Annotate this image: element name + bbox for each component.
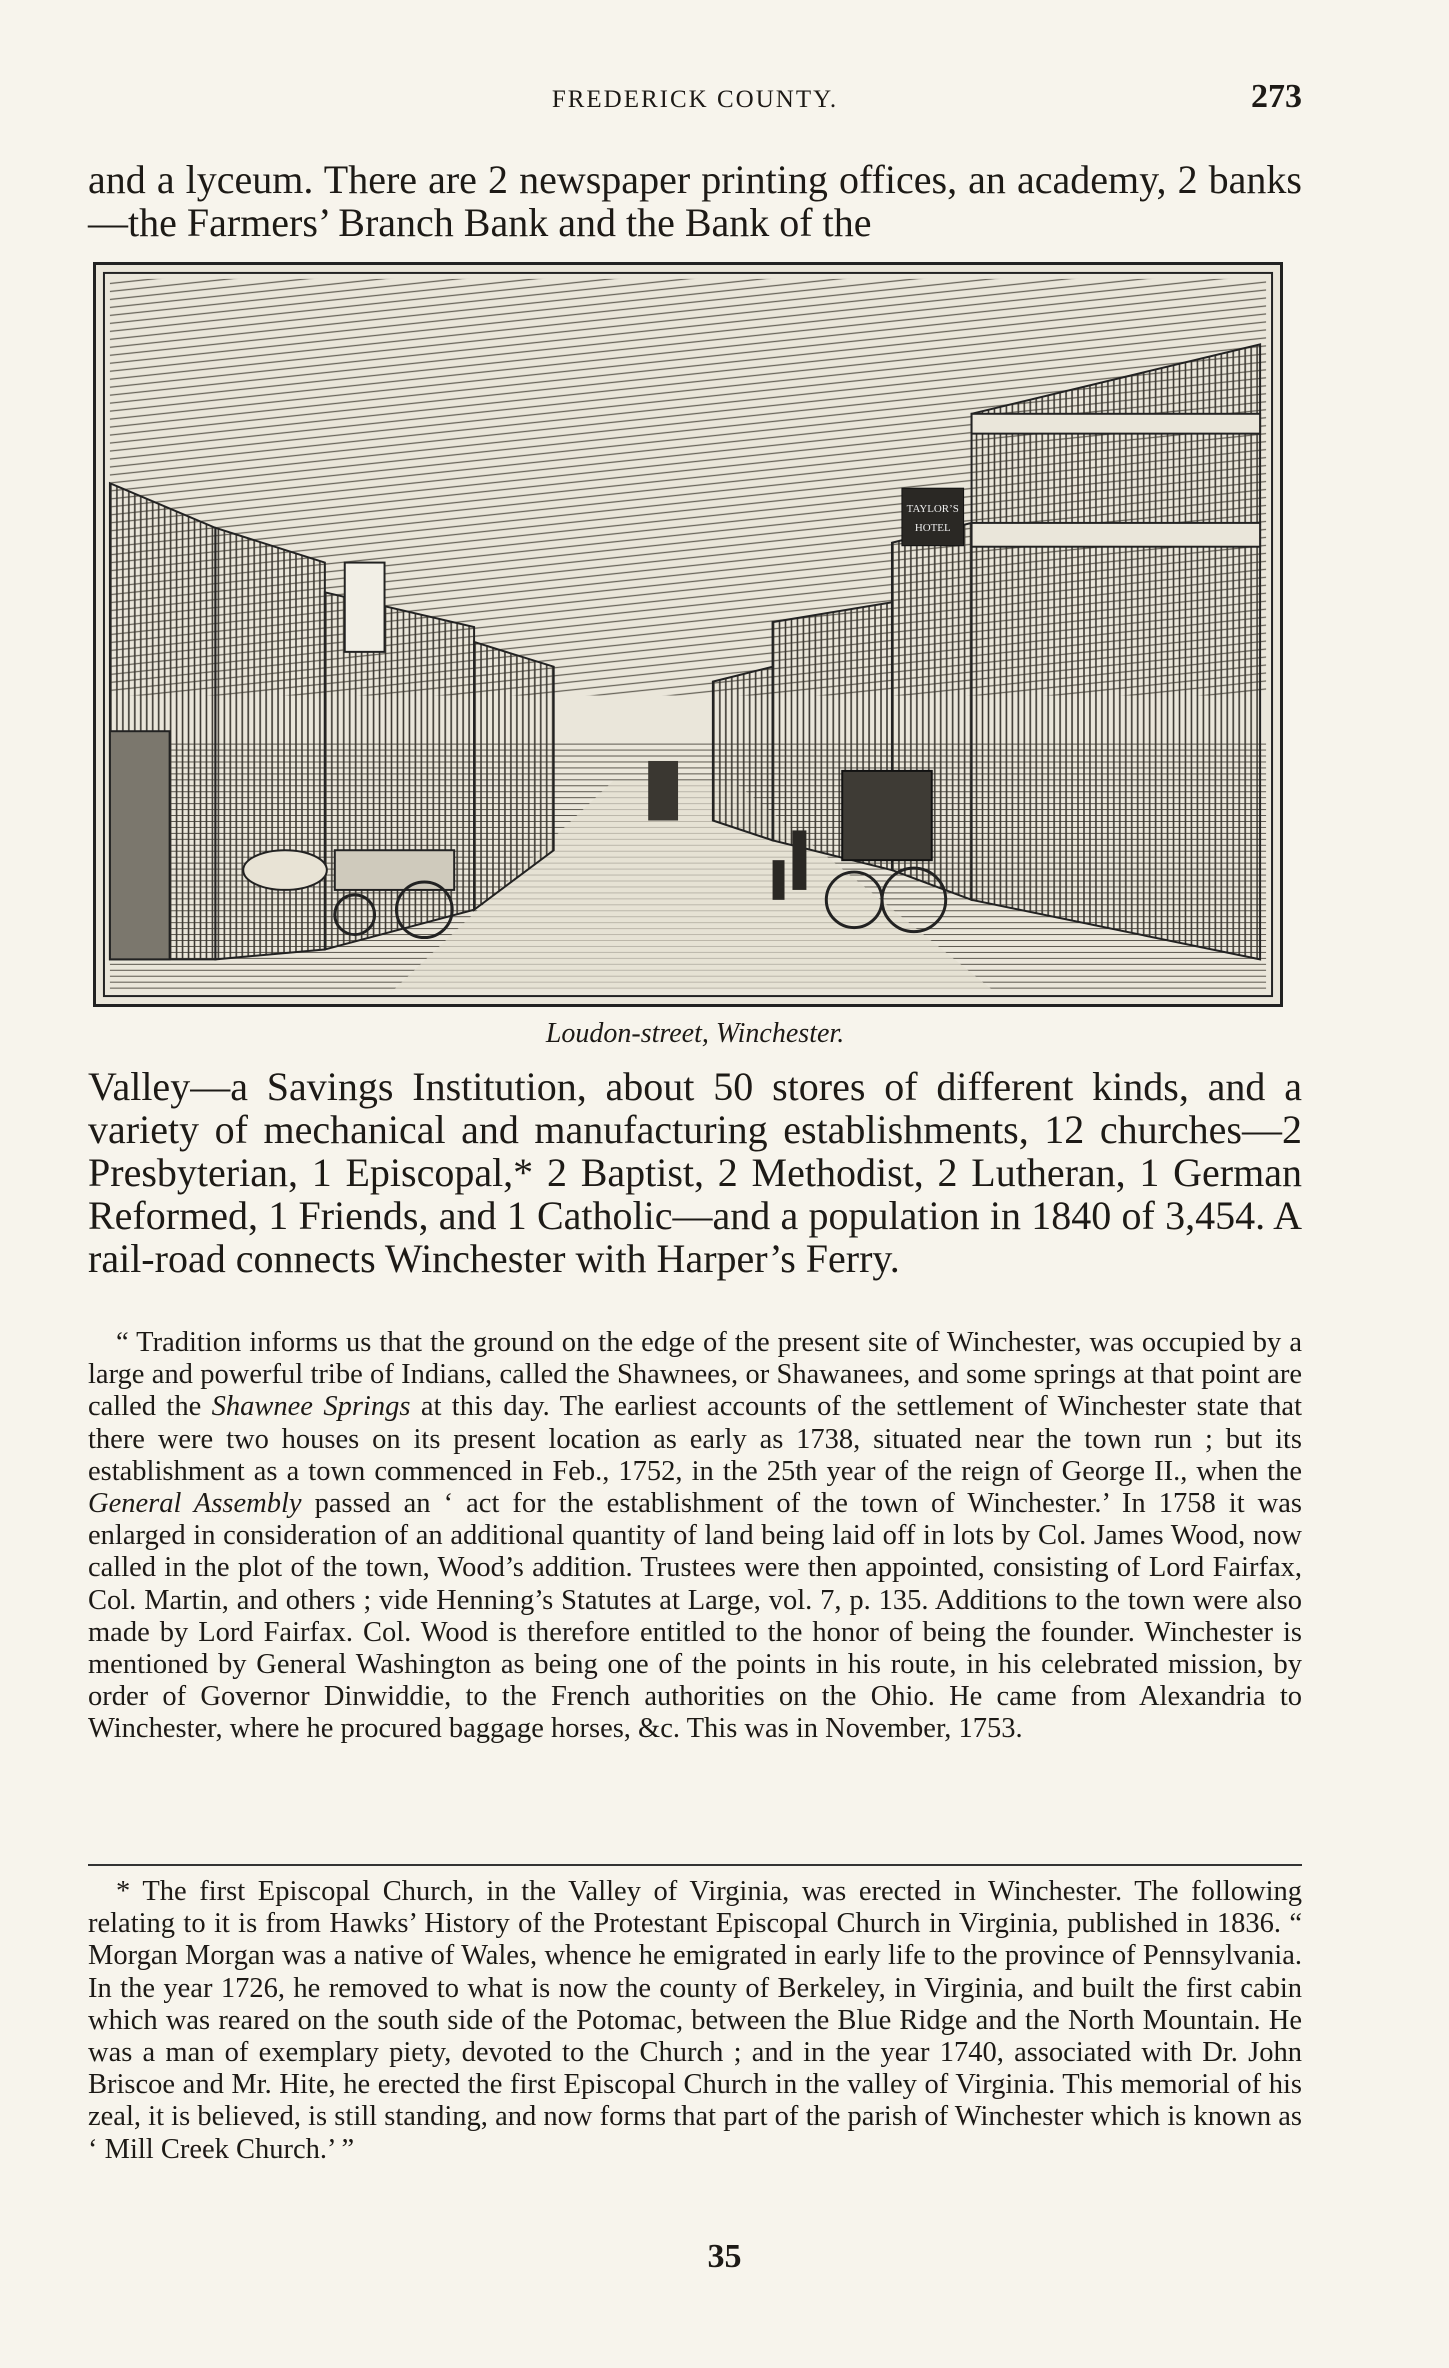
- quote-text-1: “ Tradition informs us that the ground on the edge of the present site of Winchester, was occupied by a large and powerful tribe of Indians, called the Shawnees, or Shawanees, and some springs at that point are called the: [88, 1327, 1302, 1423]
- footnote-text: * The first Episcopal Church, in the Valley of Virginia, was erected in Winchester. The following relating to it is from Hawks’ History of the Protestant Episcopal Church in Virginia, published in 1836. “ Morgan Morgan was a native of Wales, whence he emigrated in early life to the province of Pennsylvania. In the year 1726, he removed to what is now the county of Berkeley, in Virginia, and built the first cabin which was reared on the south side of the Potomac, between the Blue Ridge and the North Mountain. He was a man of exemplary piety, devoted to the Church ; and in the year 1740, associated with Dr. John Briscoe and Mr. Hite, he erected the first Episcopal Church in the valley of Virginia. This memorial of his zeal, it is believed, is still standing, and now forms that part of the parish of Winchester which is known as ‘ Mill Creek Church.’ ”: [88, 1876, 1302, 2165]
- main-text: Valley—a Savings Institution, about 50 stores of different kinds, and a variety of mechanical and manufacturing establishments, 12 churches—2 Presbyterian, 1 Episcopal,* 2 Baptist, 2 Methodist, 2 Lutheran, 1 German Reformed, 1 Friends, and 1 Catholic—and a population in 1840 of 3,454. A rail-road connects Winchester with Harper’s Ferry.: [88, 1064, 1302, 1281]
- hotel-sign-line1: TAYLOR’S: [906, 503, 959, 515]
- signature-mark: 35: [707, 2238, 742, 2275]
- intro-paragraph: [88, 158, 1302, 244]
- running-head: FREDERICK COUNTY.: [551, 86, 839, 113]
- footnote-divider: [88, 1864, 1302, 1866]
- main-paragraph: [88, 1065, 1302, 1280]
- quote-italic-general-assembly: General Assembly: [88, 1488, 302, 1520]
- quote-paragraph: [88, 1327, 1302, 1746]
- page-header: [88, 78, 1302, 118]
- intro-text: and a lyceum. There are 2 newspaper printing offices, an academy, 2 banks—the Farmers’ Branch Bank and the Bank of the: [88, 157, 1302, 245]
- engraving-illustration: [93, 262, 1283, 1007]
- quote-text-2: at this day. The earliest accounts of the settlement of Winchester state that there were two houses on its present location as early as 1738, situated near the town run ; but its establishment as a town commenced in Feb., 1752, in the 25th year of the reign of George II., when the: [88, 1391, 1302, 1487]
- quote-text-3: passed an ‘ act for the establishment of the town of Winchester.’ In 1758 it was enlarged in consideration of an additional quantity of land being laid off in lots by Col. James Wood, now called in the plot of the town, Wood’s addition. Trustees were then appointed, consisting of Lord Fairfax, Col. Martin, and others ; vide Henning’s Statutes at Large, vol. 7, p. 135. Additions to the town were also made by Lord Fairfax. Col. Wood is therefore entitled to the honor of being the founder. Winchester is mentioned by General Washington as being one of the points in his route, in his celebrated mission, by order of Governor Dinwiddie, to the French authorities on the Ohio. He came from Alexandria to Winchester, where he procured baggage horses, &c. This was in November, 1753.: [88, 1488, 1302, 1745]
- footnote: [88, 1876, 1302, 2166]
- quoted-passage: [88, 1327, 1302, 1746]
- quote-italic-shawnee-springs: Shawnee Springs: [211, 1391, 411, 1423]
- street-scene-engraving: [96, 265, 1280, 1004]
- hotel-sign-line2: HOTEL: [914, 521, 951, 534]
- page-number: 273: [1251, 78, 1302, 115]
- figure-caption: Loudon-street, Winchester.: [545, 1018, 845, 1049]
